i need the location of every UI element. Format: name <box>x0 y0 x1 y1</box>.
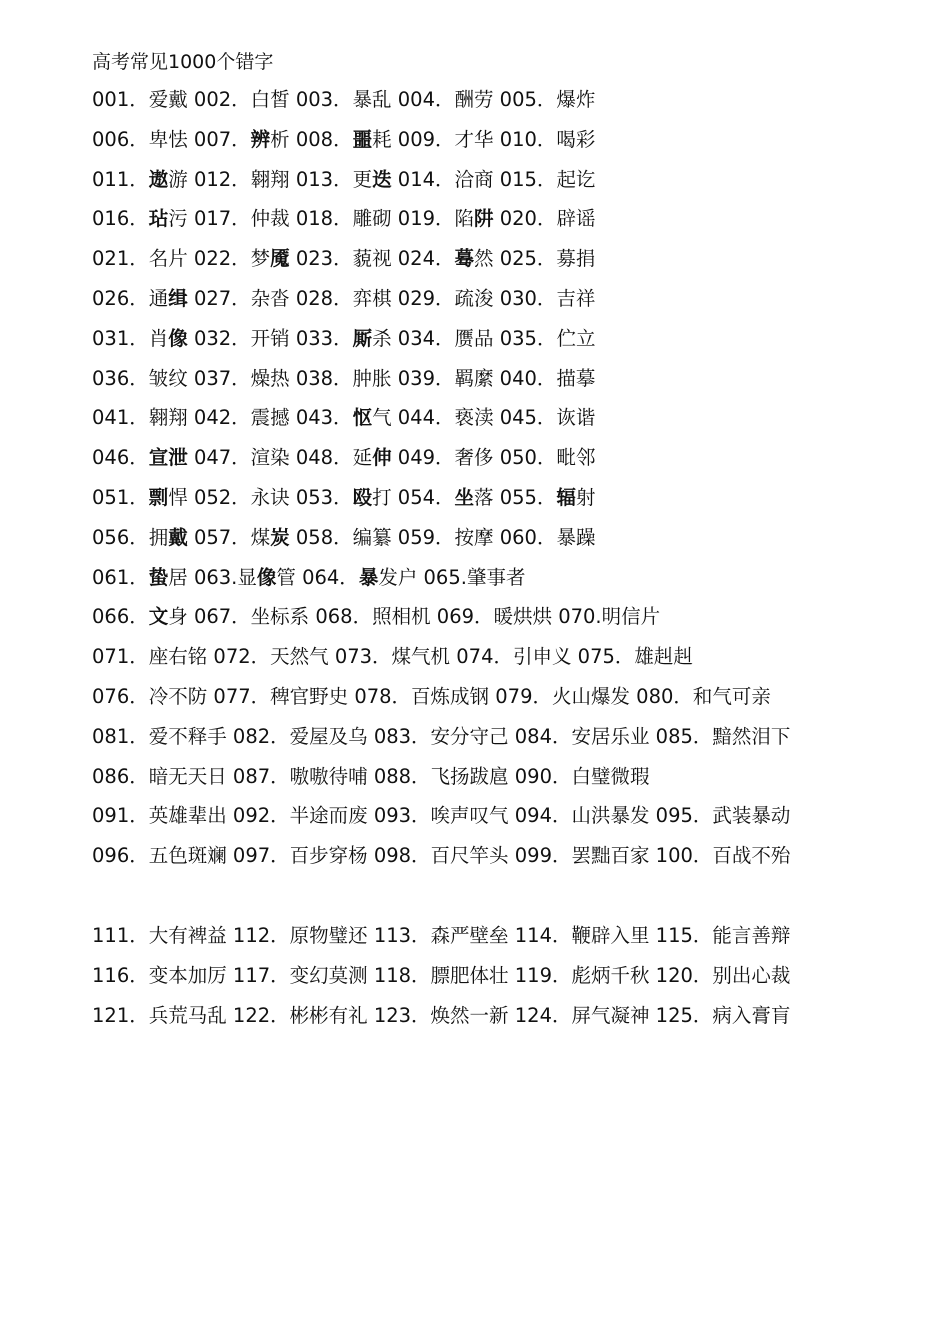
highlighted-char: 蓦 <box>454 247 475 271</box>
line-text: 发户 065.肇事者 <box>378 565 526 589</box>
highlighted-char: 宣泄 <box>148 446 188 470</box>
word-line <box>92 597 872 637</box>
highlighted-char: 坐 <box>454 485 475 509</box>
line-text: 射 <box>575 485 596 509</box>
highlighted-char: 文 <box>148 605 169 629</box>
highlighted-char: 暴 <box>358 565 379 589</box>
line-text: 然 025．募捐 <box>474 247 596 271</box>
highlighted-char: 伸 <box>372 446 392 470</box>
line-text: 析 008． <box>270 127 353 151</box>
word-line <box>92 717 872 757</box>
word-line <box>92 637 872 677</box>
word-line <box>92 120 872 160</box>
line-text: 027．杂沓 028．弈棋 029．疏浚 030．吉祥 <box>187 286 596 310</box>
word-line <box>92 916 872 956</box>
line-text: 032．开销 033． <box>187 326 353 350</box>
line-text: 身 067．坐标系 068．照相机 069．暖烘烘 070.明信片 <box>168 605 661 629</box>
line-text: 污 017．仲裁 018．雕砌 019．陷 <box>168 207 475 231</box>
word-line <box>92 438 872 478</box>
line-text: 111．大有裨益 112．原物璧还 113．森严壁垒 114．鞭辟入里 115．能言善辩 <box>92 923 791 947</box>
highlighted-char: 辨 <box>250 127 271 151</box>
line-text: 057．煤 <box>187 525 271 549</box>
line-text: 021．名片 022．梦 <box>92 247 271 271</box>
highlighted-char: 阱 <box>474 207 494 231</box>
highlighted-char: 殴 <box>352 485 373 509</box>
highlighted-char: 戴 <box>168 525 188 549</box>
line-text: 051． <box>92 485 149 509</box>
document-title: 高考常见1000个错字 <box>92 51 274 73</box>
word-line <box>92 558 872 598</box>
word-line <box>92 160 872 200</box>
word-line <box>92 836 872 876</box>
word-line <box>92 518 872 558</box>
word-line <box>92 80 872 120</box>
line-text: 116．变本加厉 117．变幻莫测 118．膘肥体壮 119．彪炳千秋 120．别出心裁 <box>92 963 791 987</box>
highlighted-char: 剽 <box>148 485 169 509</box>
highlighted-char: 蛰 <box>148 565 169 589</box>
line-text: 091．英雄辈出 092．半途而废 093．唉声叹气 094．山洪暴发 095．武装暴动 <box>92 804 791 828</box>
line-text: 046． <box>92 446 149 470</box>
document-page <box>92 44 872 1035</box>
line-text: 耗 009．才华 010．喝彩 <box>372 127 596 151</box>
word-line <box>92 319 872 359</box>
highlighted-char: 魇 <box>270 247 290 271</box>
word-list <box>92 80 872 1035</box>
highlighted-char: 噩 <box>352 127 373 151</box>
line-text: 杀 034．赝品 035．伫立 <box>372 326 596 350</box>
line-text: 居 063.显 <box>168 565 257 589</box>
word-line <box>92 199 872 239</box>
highlighted-char: 迭 <box>372 167 392 191</box>
line-text: 041．翱翔 042．震撼 043． <box>92 406 353 430</box>
highlighted-char: 像 <box>168 326 188 350</box>
word-line <box>92 279 872 319</box>
word-line <box>92 478 872 518</box>
line-text: 049．奢侈 050．毗邻 <box>391 446 596 470</box>
line-text: 061． <box>92 565 149 589</box>
line-text: 076．冷不防 077．稗官野史 078．百炼成钢 079．火山爆发 080．和气可亲 <box>92 684 771 708</box>
line-text: 031．肖 <box>92 326 169 350</box>
word-line <box>92 239 872 279</box>
highlighted-char: 缉 <box>168 286 188 310</box>
line-text: 014．洽商 015．起讫 <box>391 167 596 191</box>
line-text: 081．爱不释手 082．爱屋及乌 083．安分守己 084．安居乐业 085．黯然泪下 <box>92 724 791 748</box>
section-gap <box>92 876 872 916</box>
word-line <box>92 757 872 797</box>
word-line <box>92 398 872 438</box>
highlighted-char: 怄 <box>352 406 373 430</box>
highlighted-char: 厮 <box>352 326 373 350</box>
highlighted-char: 炭 <box>270 525 290 549</box>
line-text: 026．通 <box>92 286 169 310</box>
line-text: 016． <box>92 207 149 231</box>
line-text: 落 055． <box>474 485 557 509</box>
line-text: 036．皱纹 037．燥热 038．肿胀 039．羁縻 040．描摹 <box>92 366 596 390</box>
line-text: 047．渲染 048．延 <box>187 446 373 470</box>
line-text: 001．爱戴 002．白皙 003．暴乱 004．酬劳 005．爆炸 <box>92 88 596 111</box>
word-line <box>92 996 872 1036</box>
line-text: 管 064． <box>276 565 359 589</box>
line-text: 气 044．亵渎 045．诙谐 <box>372 406 596 430</box>
line-text: 打 054． <box>372 485 455 509</box>
line-text: 121．兵荒马乱 122．彬彬有礼 123．焕然一新 124．屏气凝神 125．病入膏肓 <box>92 1003 791 1027</box>
highlighted-char: 遨 <box>148 167 169 191</box>
line-text: 011． <box>92 167 149 191</box>
line-text: 071．座右铭 072．天然气 073．煤气机 074．引申义 075．雄赳赳 <box>92 645 693 669</box>
word-line <box>92 796 872 836</box>
word-line <box>92 359 872 399</box>
line-text: 096．五色斑斓 097．百步穿杨 098．百尺竿头 099．罢黜百家 100．百战不殆 <box>92 844 791 868</box>
line-text: 058．编纂 059．按摩 060．暴躁 <box>289 525 596 549</box>
highlighted-char: 玷 <box>148 207 169 231</box>
line-text: 020．辟谣 <box>493 207 596 231</box>
line-text: 066． <box>92 605 149 629</box>
line-text: 023．藐视 024． <box>289 247 455 271</box>
line-text: 悍 052．永诀 053． <box>168 485 353 509</box>
line-text: 086．暗无天日 087．嗷嗷待哺 088．飞扬跋扈 090．白璧微瑕 <box>92 764 650 788</box>
highlighted-char: 辐 <box>556 485 576 509</box>
line-text: 游 012．翱翔 013．更 <box>168 167 373 191</box>
word-line <box>92 677 872 717</box>
line-text: 056．拥 <box>92 525 169 549</box>
line-text: 006．卑怯 007． <box>92 127 251 151</box>
word-line <box>92 956 872 996</box>
highlighted-char: 像 <box>256 565 277 589</box>
